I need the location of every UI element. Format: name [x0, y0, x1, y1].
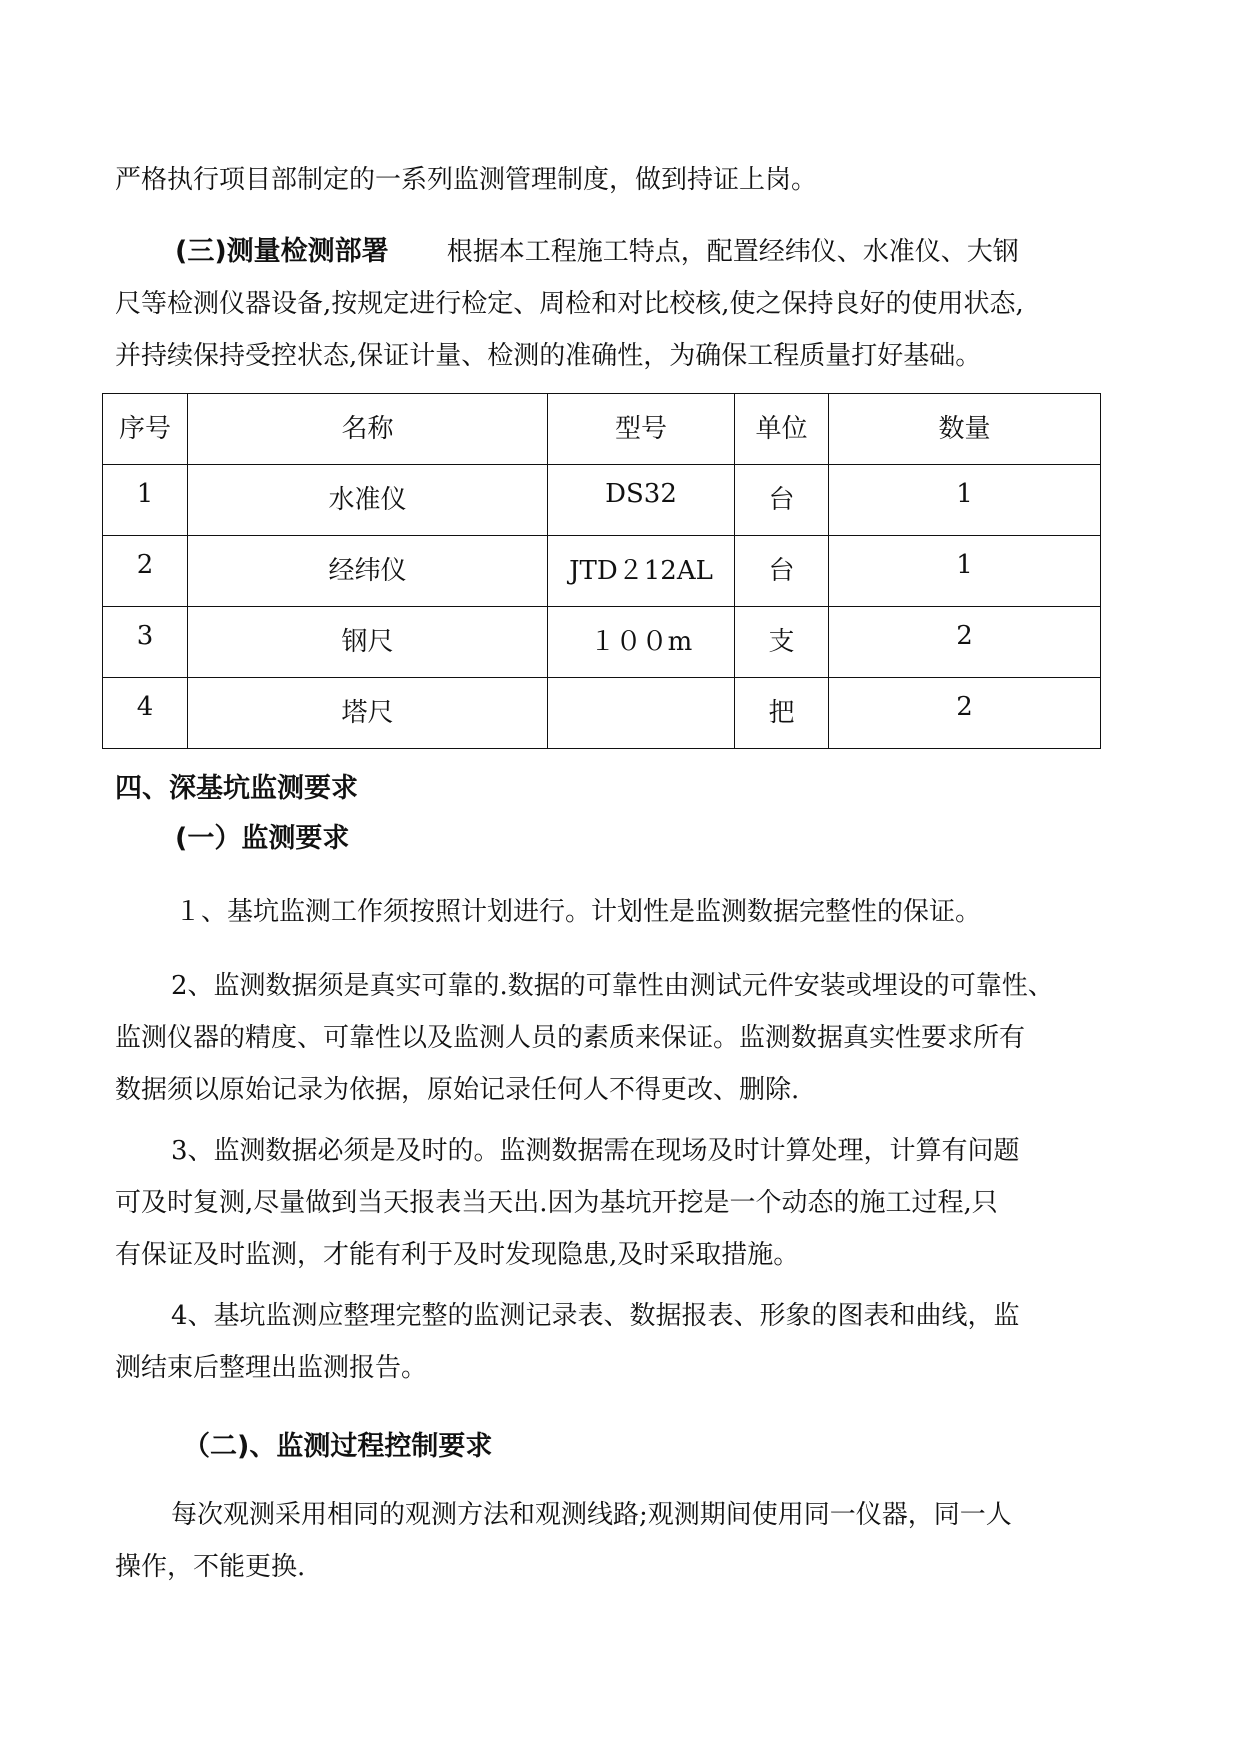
- item-3-paragraph: [115, 1125, 1125, 1281]
- text-line: 严格执行项目部制定的一系列监测管理制度，做到持证上岗。: [115, 165, 818, 195]
- table-cell: 1: [829, 465, 1101, 536]
- item-1-paragraph: [115, 886, 1125, 938]
- table-cell: 塔尺: [188, 678, 548, 749]
- table-cell: １００m: [548, 607, 735, 678]
- table-cell: 3: [103, 607, 188, 678]
- text-line: 测结束后整理出监测报告。: [115, 1353, 428, 1383]
- table-cell: 1: [829, 536, 1101, 607]
- text-line: 尺等检测仪器设备,按规定进行检定、周检和对比校核,使之保持良好的使用状态,: [115, 289, 1024, 319]
- table-cell: 2: [103, 536, 188, 607]
- chapter-4-heading: 四、深基坑监测要求: [115, 773, 358, 804]
- text-line: １、基坑监测工作须按照计划进行。计划性是监测数据完整性的保证。: [175, 897, 982, 927]
- table-cell: 台: [735, 465, 829, 536]
- text-line: 数据须以原始记录为依据，原始记录任何人不得更改、删除.: [115, 1075, 800, 1105]
- item-4-paragraph: [115, 1290, 1125, 1394]
- table-cell: 4: [103, 678, 188, 749]
- sub-1-heading: (一）监测要求: [175, 823, 350, 854]
- item-2-paragraph: [115, 960, 1125, 1116]
- table-cell: 把: [735, 678, 829, 749]
- table-cell: 2: [829, 678, 1101, 749]
- equipment-table: [102, 393, 1101, 749]
- text-line: 并持续保持受控状态,保证计量、检测的准确性，为确保工程质量打好基础。: [115, 341, 982, 371]
- text-line: 监测仪器的精度、可靠性以及监测人员的素质来保证。监测数据真实性要求所有: [115, 1023, 1026, 1053]
- text-line: 有保证及时监测，才能有利于及时发现隐患,及时采取措施。: [115, 1240, 800, 1270]
- table-cell: 支: [735, 607, 829, 678]
- header-cell: 单位: [735, 394, 829, 465]
- table-cell: DS32: [548, 465, 735, 536]
- table-cell: 2: [829, 607, 1101, 678]
- table-cell: 台: [735, 536, 829, 607]
- header-cell: 数量: [829, 394, 1101, 465]
- table-row: [103, 465, 1101, 536]
- text-line: 每次观测采用相同的观测方法和观测线路;观测期间使用同一仪器，同一人: [171, 1500, 1012, 1530]
- intro-paragraph: [115, 154, 1125, 206]
- text-line: 操作，不能更换.: [115, 1552, 306, 1582]
- header-cell: 名称: [188, 394, 548, 465]
- table-cell: [548, 678, 735, 749]
- header-cell: 序号: [103, 394, 188, 465]
- table-row: [103, 536, 1101, 607]
- table-row: [103, 678, 1101, 749]
- section-3-heading: (三)测量检测部署: [175, 236, 389, 267]
- table-cell: 钢尺: [188, 607, 548, 678]
- table-cell: 1: [103, 465, 188, 536]
- table-cell: 水准仪: [188, 465, 548, 536]
- table-cell: JTD２12AL: [548, 536, 735, 607]
- table-cell: 经纬仪: [188, 536, 548, 607]
- section-3-text: 根据本工程施工特点，配置经纬仪、水准仪、大钢: [446, 237, 1019, 267]
- text-line: 2、监测数据须是真实可靠的.数据的可靠性由测试元件安装或埋设的可靠性、: [171, 971, 1054, 1001]
- header-cell: 型号: [548, 394, 735, 465]
- section-3-paragraph: [115, 226, 1125, 382]
- text-line: [115, 226, 1125, 278]
- text-line: 3、监测数据必须是及时的。监测数据需在现场及时计算处理，计算有问题: [171, 1136, 1020, 1166]
- table-row: [103, 607, 1101, 678]
- table-header-row: [103, 394, 1101, 465]
- text-line: 4、基坑监测应整理完整的监测记录表、数据报表、形象的图表和曲线，监: [171, 1301, 1020, 1331]
- text-line: 可及时复测,尽量做到当天报表当天出.因为基坑开挖是一个动态的施工过程,只: [115, 1188, 998, 1218]
- sub-2-heading: （二)、监测过程控制要求: [183, 1431, 493, 1462]
- sub-2-paragraph: [115, 1489, 1125, 1593]
